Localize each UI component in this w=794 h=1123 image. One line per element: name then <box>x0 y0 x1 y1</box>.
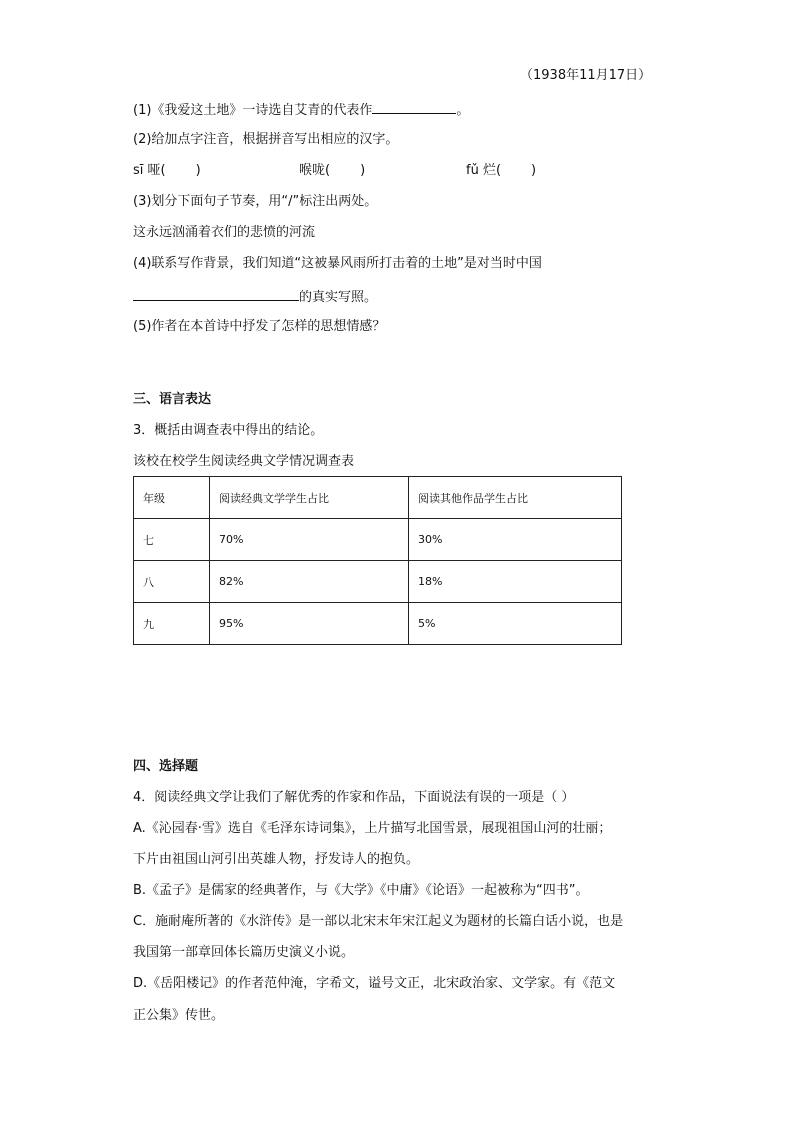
pinyin-item-2-suffix: ) <box>360 163 366 178</box>
option-b: B.《孟子》是儒家的经典著作，与《大学》《中庸》《论语》一起被称为“四书”。 <box>133 883 589 898</box>
question-3: 3．概括由调查表中得出的结论。 <box>133 423 324 438</box>
pinyin-item-2-prefix: 喉咙( <box>299 163 331 178</box>
q2-item1 <box>133 101 469 119</box>
answer-blank <box>372 101 456 114</box>
table-title: 该校在校学生阅读经典文学情况调查表 <box>133 454 355 469</box>
option-d-line2: 正公集》传世。 <box>133 1008 225 1023</box>
date-line: （1938年11月17日） <box>520 68 652 83</box>
section-heading-4: 四、选择题 <box>133 759 199 774</box>
table-cell: 70% <box>210 519 409 561</box>
pinyin-item-1-prefix: sī 哑( <box>133 163 166 178</box>
table-header-cell: 年级 <box>134 477 210 519</box>
answer-blank <box>133 288 299 301</box>
pinyin-item-3-prefix: fǔ 烂( <box>466 163 502 178</box>
q2-item1-suffix: 。 <box>456 103 470 118</box>
pinyin-item-3-suffix: ) <box>531 163 537 178</box>
q2-item5: (5)作者在本首诗中抒发了怎样的思想情感？ <box>133 319 386 334</box>
table-cell: 95% <box>210 603 409 645</box>
q2-item4-continuation <box>133 288 377 306</box>
q2-item1-text: (1)《我爱这土地》一诗选自艾青的代表作 <box>133 103 373 118</box>
pinyin-item-1-suffix: ) <box>195 163 201 178</box>
option-a-line1: A.《沁园春·雪》选自《毛泽东诗词集》，上片描写北国雪景，展现祖国山河的壮丽； <box>133 821 612 836</box>
table-cell: 30% <box>409 519 622 561</box>
q2-item2: (2)给加点字注音，根据拼音写出相应的汉字。 <box>133 132 399 147</box>
q2-item3: (3)划分下面句子节奏，用“/”标注出两处。 <box>133 194 378 209</box>
pinyin-item-2 <box>299 163 365 179</box>
q2-item4-suffix: 的真实写照。 <box>299 290 378 305</box>
table-cell: 七 <box>134 519 210 561</box>
table-row <box>134 519 622 561</box>
option-d-line1: D.《岳阳楼记》的作者范仲淹，字希文，谥号文正，北宋政治家、文学家。有《范文 <box>133 976 616 991</box>
table-cell: 82% <box>210 561 409 603</box>
table-cell: 八 <box>134 561 210 603</box>
option-c-line2: 我国第一部章回体长篇历史演义小说。 <box>133 945 355 960</box>
table-header-cell: 阅读其他作品学生占比 <box>409 477 622 519</box>
section-heading-3: 三、语言表达 <box>133 392 212 407</box>
pinyin-item-3 <box>466 163 536 179</box>
table-header-cell: 阅读经典文学学生占比 <box>210 477 409 519</box>
table-row <box>134 561 622 603</box>
table-cell: 18% <box>409 561 622 603</box>
table-row <box>134 603 622 645</box>
option-a-line2: 下片由祖国山河引出英雄人物，抒发诗人的抱负。 <box>133 852 420 867</box>
table-cell: 5% <box>409 603 622 645</box>
survey-table <box>133 476 622 645</box>
option-c-line1: C．施耐庵所著的《水浒传》是一部以北宋末年宋江起义为题材的长篇白话小说，也是 <box>133 914 624 929</box>
pinyin-item-1 <box>133 163 201 179</box>
q2-item4: (4)联系写作背景，我们知道“这被暴风雨所打击着的土地”是对当时中国 <box>133 256 542 271</box>
table-header-row <box>134 477 622 519</box>
question-4: 4．阅读经典文学让我们了解优秀的作家和作品，下面说法有误的一项是（ ） <box>133 790 575 805</box>
poem-sentence: 这永远汹涌着衣们的悲愤的河流 <box>133 225 316 240</box>
table-cell: 九 <box>134 603 210 645</box>
